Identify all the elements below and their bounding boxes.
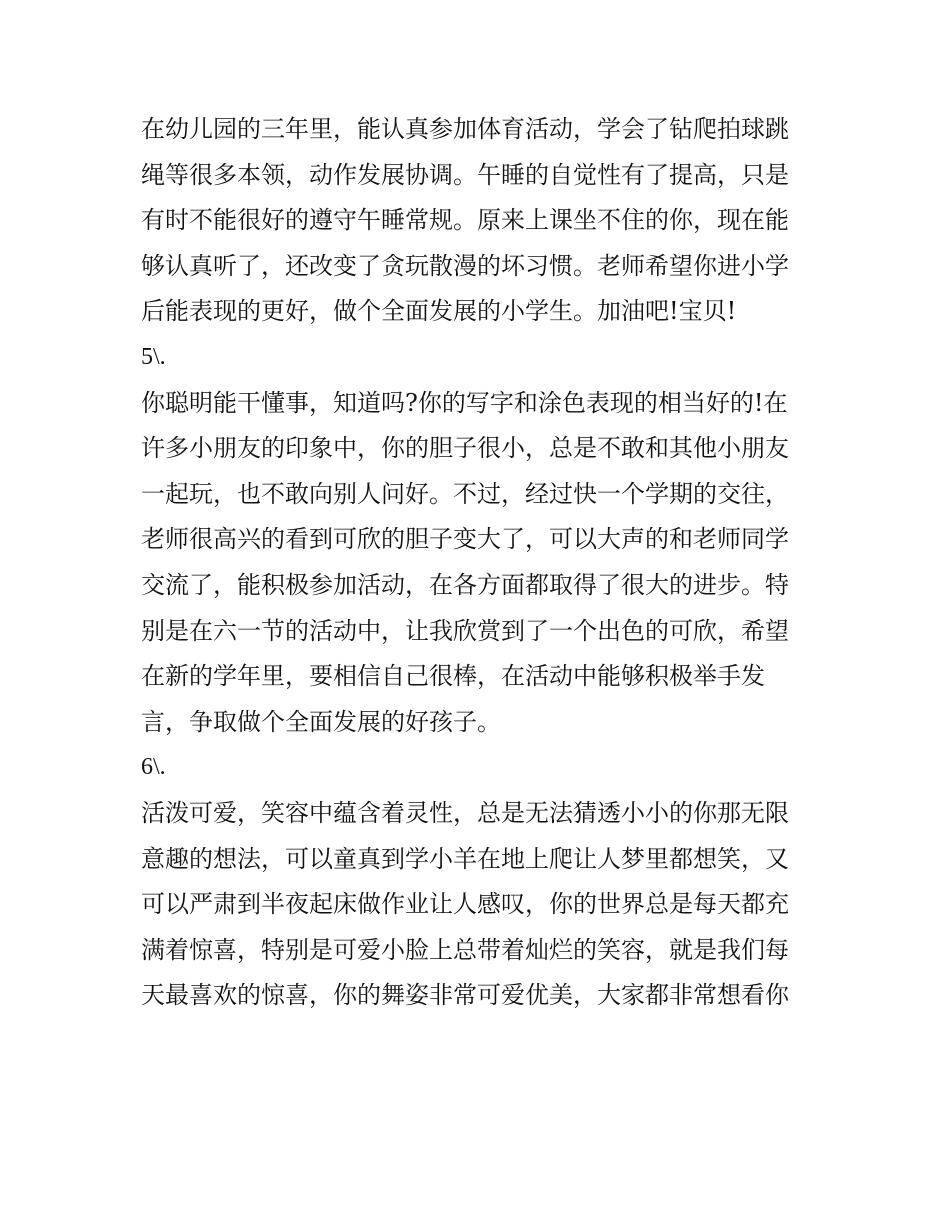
paragraph-line: 满着惊喜，特别是可爱小脸上总带着灿烂的笑容，就是我们每 — [141, 935, 789, 964]
item-number-5: 5\. — [141, 343, 166, 370]
paragraph-line: 老师很高兴的看到可欣的胆子变大了，可以大声的和老师同学 — [141, 525, 789, 554]
paragraph-line: 在幼儿园的三年里，能认真参加体育活动，学会了钻爬拍球跳 — [141, 115, 789, 143]
paragraph-line: 交流了，能积极参加活动，在各方面都取得了很大的进步。特 — [141, 570, 789, 599]
paragraph-line: 有时不能很好的遵守午睡常规。原来上课坐不住的你，现在能 — [141, 206, 789, 235]
item-number-6: 6\. — [141, 754, 166, 781]
paragraph-line: 意趣的想法，可以童真到学小羊在地上爬让人梦里都想笑，又 — [141, 844, 789, 873]
paragraph-line: 别是在六一节的活动中，让我欣赏到了一个出色的可欣，希望 — [141, 616, 789, 645]
paragraph-line: 天最喜欢的惊喜，你的舞姿非常可爱优美，大家都非常想看你 — [141, 981, 789, 1010]
paragraph-line: 活泼可爱，笑容中蕴含着灵性，总是无法猜透小小的你那无限 — [141, 798, 789, 827]
document-body — [141, 107, 821, 1019]
paragraph-line: 绳等很多本领，动作发展协调。午睡的自觉性有了提高，只是 — [141, 160, 789, 189]
paragraph-line: 你聪明能干懂事，知道吗?你的写字和涂色表现的相当好的!在 — [141, 388, 788, 417]
paragraph-line: 后能表现的更好，做个全面发展的小学生。加油吧!宝贝! — [141, 297, 737, 326]
paragraph-line: 在新的学年里，要相信自己很棒，在活动中能够积极举手发 — [141, 662, 765, 691]
paragraph-line: 一起玩，也不敢向别人问好。不过，经过快一个学期的交往， — [141, 479, 789, 508]
paragraph-line: 许多小朋友的印象中，你的胆子很小，总是不敢和其他小朋友 — [141, 434, 789, 463]
paragraph-line: 够认真听了，还改变了贪玩散漫的坏习惯。老师希望你进小学 — [141, 251, 789, 280]
paragraph-line: 可以严肃到半夜起床做作业让人感叹，你的世界总是每天都充 — [141, 890, 789, 919]
paragraph-line: 言，争取做个全面发展的好孩子。 — [141, 707, 501, 736]
